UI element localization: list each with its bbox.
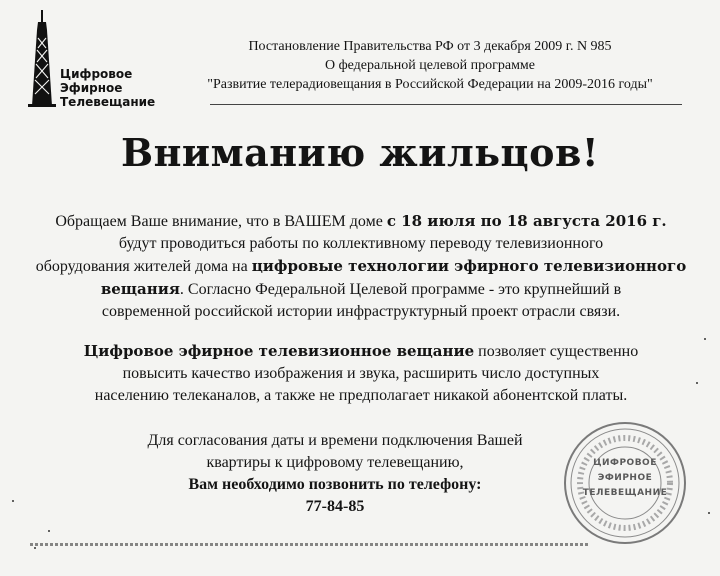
contact-phone-number: 77-84-85 (305, 498, 365, 515)
logo-line-3: Телевещание (60, 95, 156, 109)
logo-line-1: Цифровое (60, 67, 133, 81)
footer-fine-print-line (30, 543, 590, 546)
p1-line-3-text: оборудования жителей дома на (35, 258, 252, 275)
header-divider (210, 104, 682, 105)
stamp-text (560, 456, 690, 501)
digital-broadcast-phrase: Цифровое эфирное телевизионное вещание (83, 342, 475, 360)
stamp-line-3: ТЕЛЕВЕЩАНИЕ (582, 488, 668, 498)
contact-line-2: квартиры к цифровому телевещанию, (206, 454, 464, 471)
contact-call-instruction: Вам необходимо позвонить по телефону: (188, 476, 482, 493)
paragraph-2 (26, 340, 696, 407)
contact-block (100, 430, 570, 518)
company-stamp (560, 418, 690, 548)
p1-line-1-text: Обращаем Ваше внимание, что в ВАШЕМ доме (55, 213, 387, 230)
logo-line-2: Эфирное (60, 81, 123, 95)
p2-line-3: населению телеканалов, а также не предполагает никакой абонентской платы. (94, 387, 628, 404)
decree-line-2: О федеральной целевой программе (324, 58, 536, 73)
decree-line-1: Постановление Правительства РФ от 3 декабря 2009 г. N 985 (248, 39, 612, 54)
p1-line-2: будут проводиться работы по коллективному переводу телевизионного (118, 235, 604, 252)
notice-title: Вниманию жильцов! (120, 130, 600, 175)
stamp-line-1: ЦИФРОВОЕ (593, 458, 657, 468)
stamp-line-2: ЭФИРНОЕ (597, 473, 653, 483)
digital-tech-phrase: цифровые технологии эфирного телевизионного (251, 257, 687, 275)
p1-line-4-text: . Согласно Федеральной Целевой программе - это крупнейший в (179, 281, 622, 298)
tv-tower-icon (24, 8, 60, 108)
decree-line-3: "Развитие телерадиовещания в Российской Федерации на 2009-2016 годы" (207, 77, 653, 92)
logo (24, 8, 174, 108)
work-period: с 18 июля по 18 августа 2016 г. (386, 212, 667, 230)
p2-line-2: повысить качество изображения и звука, расширить число доступных (122, 365, 600, 382)
contact-line-1: Для согласования даты и времени подключения Вашей (147, 432, 523, 449)
decree-header (170, 37, 690, 94)
paragraph-1 (26, 210, 696, 323)
p2-line-1-text: позволяет существенно (474, 343, 639, 360)
logo-text (60, 67, 155, 109)
broadcasting-word: вещания (100, 280, 180, 298)
p1-line-5: современной российской истории инфраструктурный проект отрасли связи. (101, 303, 621, 320)
